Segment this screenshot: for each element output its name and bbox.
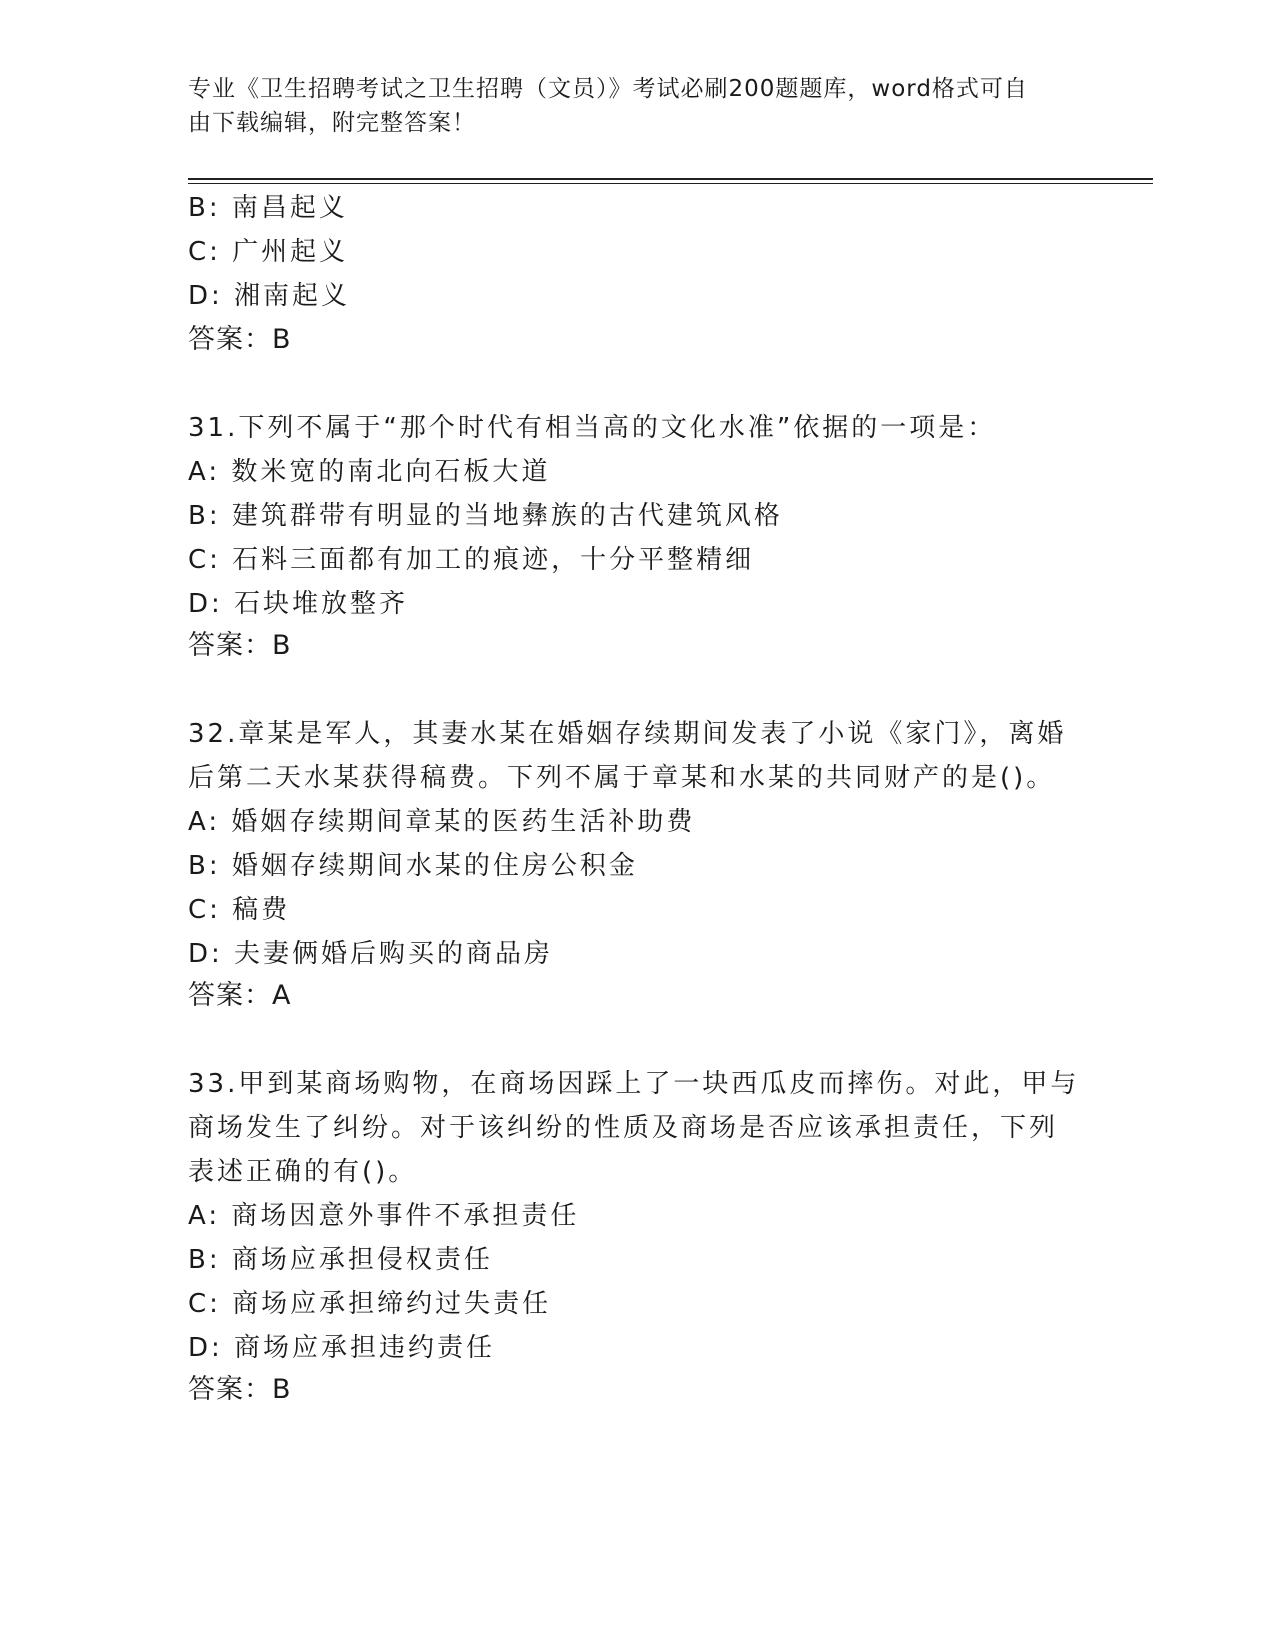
q33-stem-line-3: 表述正确的有()。	[188, 1157, 418, 1187]
q32-option-d: D: 夫妻俩婚后购买的商品房	[188, 939, 554, 969]
q32-stem-line-2: 后第二天水某获得稿费。下列不属于章某和水某的共同财产的是()。	[188, 763, 1056, 793]
q31-stem: 31.下列不属于“那个时代有相当高的文化水准”依据的一项是：	[188, 413, 997, 443]
q33-option-d: D: 商场应承担违约责任	[188, 1333, 496, 1363]
q33-stem-line-1: 33.甲到某商场购物，在商场因踩上了一块西瓜皮而摔伤。对此，甲与	[188, 1069, 1080, 1099]
q32-option-a: A: 婚姻存续期间章某的医药生活补助费	[188, 807, 696, 837]
header-line-2: 由下载编辑，附完整答案！	[188, 110, 476, 136]
header-divider-thick	[188, 178, 1153, 180]
q32-stem-line-1: 32.章某是军人，其妻水某在婚姻存续期间发表了小说《家门》，离婚	[188, 719, 1067, 749]
q33-option-a: A: 商场因意外事件不承担责任	[188, 1201, 580, 1231]
document-header	[188, 72, 1088, 140]
q31-answer: 答案：B	[188, 630, 292, 661]
q30-option-b: B: 南昌起义	[188, 193, 348, 223]
q32-answer: 答案：A	[188, 980, 292, 1011]
q33-stem-line-2: 商场发生了纠纷。对于该纠纷的性质及商场是否应该承担责任，下列	[188, 1113, 1059, 1143]
q31-option-b: B: 建筑群带有明显的当地彝族的古代建筑风格	[188, 501, 783, 531]
header-line-1: 专业《卫生招聘考试之卫生招聘（文员）》考试必刷200题题库，word格式可自	[188, 76, 1028, 102]
header-divider-thin	[188, 183, 1153, 184]
q31-option-d: D: 石块堆放整齐	[188, 589, 409, 619]
q33-answer: 答案：B	[188, 1374, 292, 1405]
q30-option-c: C: 广州起义	[188, 237, 349, 267]
q33-option-c: C: 商场应承担缔约过失责任	[188, 1289, 552, 1319]
q32-option-c: C: 稿费	[188, 895, 291, 925]
q30-option-d: D: 湘南起义	[188, 281, 351, 311]
q31-option-a: A: 数米宽的南北向石板大道	[188, 457, 551, 487]
q31-option-c: C: 石料三面都有加工的痕迹，十分平整精细	[188, 545, 755, 575]
q32-option-b: B: 婚姻存续期间水某的住房公积金	[188, 851, 638, 881]
q30-answer: 答案：B	[188, 324, 292, 355]
q33-option-b: B: 商场应承担侵权责任	[188, 1245, 493, 1275]
